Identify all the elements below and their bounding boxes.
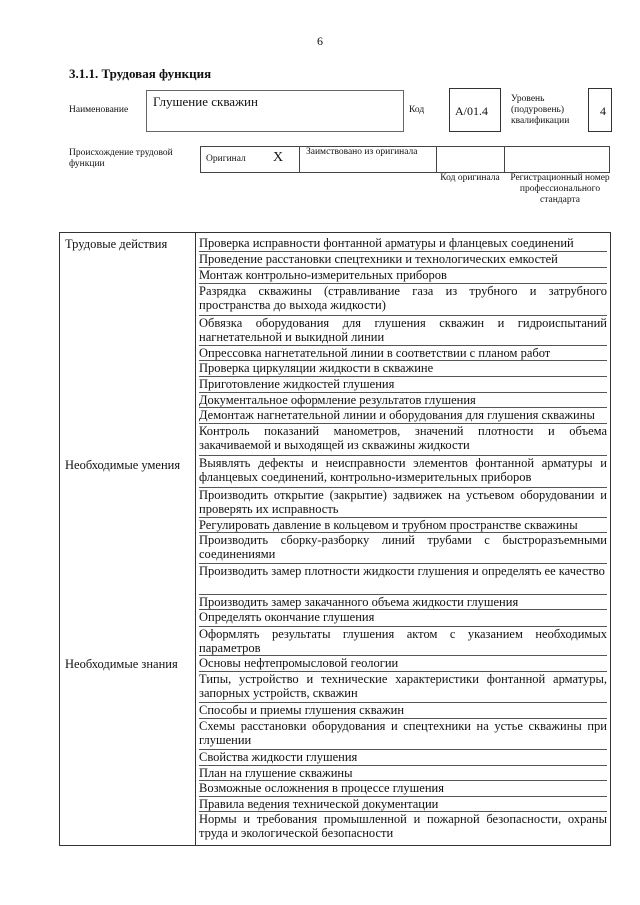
table-row: Приготовление жидкостей глушения: [199, 376, 607, 391]
original-mark: X: [273, 150, 284, 165]
table-row: Выявлять дефекты и неисправности элементов фонтанной арматуры и фланцевых соединений, контрольно-измерительных приборов: [199, 456, 607, 484]
table-row: Проверка исправности фонтанной арматуры и фланцевых соединений: [199, 236, 574, 250]
category-knowledge: Необходимые знания: [65, 657, 178, 671]
table-row: Нормы и требования промышленной и пожарной безопасности, охраны труда и экологической безопасности: [199, 812, 607, 840]
table-row: Основы нефтепромысловой геологии: [199, 655, 607, 670]
table-row: Обвязка оборудования для глушения скважин и гидроиспытаний нагнетательной и выкидной линии: [199, 316, 607, 344]
table-row: Документальное оформление результатов глушения: [199, 392, 607, 407]
table-row: Схемы расстановки оборудования и спецтехники на устье скважины при глушении: [199, 719, 607, 747]
category-actions: Трудовые действия: [65, 237, 168, 251]
function-name: Глушение скважин: [153, 94, 258, 109]
table-row: Оформлять результаты глушения актом с указанием необходимых параметров: [199, 627, 607, 655]
table-row: Определять окончание глушения: [199, 609, 607, 624]
table-row: Производить сборку-разборку линий трубами с быстроразъемными соединениями: [199, 533, 607, 561]
page-number: 6: [317, 34, 323, 48]
level-value: 4: [600, 104, 606, 118]
table-row: Контроль показаний манометров, значений плотности и объема закачиваемой и выходящей из скважины жидкости: [199, 424, 607, 452]
code-value: А/01.4: [455, 104, 488, 118]
table-row: Производить открытие (закрытие) задвижек на устьевом оборудовании и проверять их исправность: [199, 488, 607, 516]
table-row: Монтаж контрольно-измерительных приборов: [199, 267, 607, 282]
section-title: 3.1.1. Трудовая функция: [69, 66, 212, 81]
code-original-caption: Код оригинала: [440, 173, 500, 183]
table-row: Производить замер плотности жидкости глушения и определять ее качество: [199, 563, 607, 578]
table-row: Разрядка скважины (стравливание газа из трубного и затрубного пространства до выхода жидкости): [199, 284, 607, 312]
category-skills: Необходимые умения: [65, 458, 181, 472]
table-row: Проверка циркуляции жидкости в скважине: [199, 360, 607, 375]
name-label: Наименование: [69, 105, 129, 115]
code-label: Код: [409, 105, 425, 115]
function-table: [59, 232, 611, 846]
table-row: Типы, устройство и технические характеристики фонтанной арматуры, запорных устройств, скважин: [199, 672, 607, 700]
borrowed-label: Заимствовано из оригинала: [306, 147, 418, 157]
original-label: Оригинал: [206, 154, 246, 164]
table-row: Правила ведения технической документации: [199, 796, 607, 811]
table-row: Регулировать давление в кольцевом и трубном пространстве скважины: [199, 517, 607, 532]
table-row: Производить замер закачанного объема жидкости глушения: [199, 594, 607, 609]
table-row: Возможные осложнения в процессе глушения: [199, 780, 607, 795]
table-row: Свойства жидкости глушения: [199, 749, 607, 764]
table-row: План на глушение скважины: [199, 765, 607, 780]
table-row: Способы и приемы глушения скважин: [199, 702, 607, 717]
level-label: Уровень (подуровень) квалификации: [511, 94, 570, 126]
origin-label: Происхождение трудовой функции: [69, 148, 173, 169]
reg-number-caption: Регистрационный номер профессионального стандарта: [510, 173, 610, 205]
table-row: Демонтаж нагнетательной линии и оборудования для глушения скважины: [199, 407, 607, 422]
table-row: Проведение расстановки спецтехники и технологических емкостей: [199, 251, 607, 266]
table-row: Опрессовка нагнетательной линии в соответствии с планом работ: [199, 345, 607, 360]
